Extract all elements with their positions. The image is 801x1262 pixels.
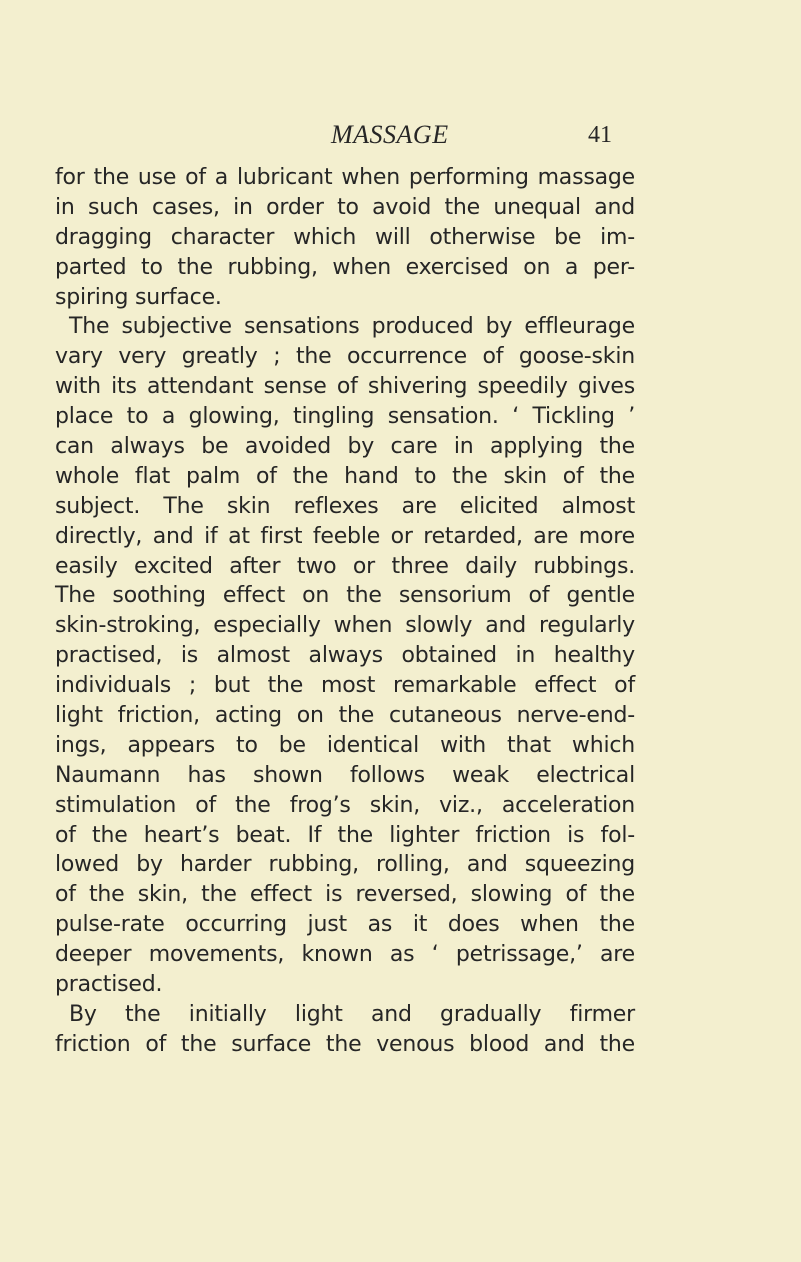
text-line: can always be avoided by care in applying the — [55, 434, 635, 460]
text-line: stimulation of the frog’s skin, viz., acceleration — [55, 792, 635, 818]
text-line: pulse-rate occurring just as it does when the — [55, 912, 635, 938]
text-line: vary very greatly ; the occurrence of goose-skin — [55, 344, 635, 370]
text-line: light friction, acting on the cutaneous nerve-end- — [55, 703, 635, 729]
text-line: whole flat palm of the hand to the skin of the — [55, 463, 635, 489]
text-line: individuals ; but the most remarkable effect of — [55, 673, 635, 699]
text-line: By the initially light and gradually firmer — [69, 1001, 635, 1027]
text-line: easily excited after two or three daily rubbings. — [55, 553, 635, 579]
page-number: 41 — [588, 122, 612, 148]
text-line: lowed by harder rubbing, rolling, and squeezing — [55, 852, 635, 878]
text-line: of the skin, the effect is reversed, slowing of the — [55, 882, 635, 908]
text-line: Naumann has shown follows weak electrical — [55, 762, 635, 788]
text-line: The soothing effect on the sensorium of gentle — [55, 583, 635, 609]
running-head — [0, 120, 801, 156]
text-line: of the heart’s beat. If the lighter friction is fol- — [55, 822, 635, 848]
text-line: friction of the surface the venous blood and the — [55, 1031, 635, 1057]
text-line: practised. — [55, 972, 163, 998]
text-line: The subjective sensations produced by effleurage — [69, 314, 635, 340]
text-line: deeper movements, known as ‘ petrissage,’ are — [55, 942, 635, 968]
text-line: parted to the rubbing, when exercised on a per- — [55, 254, 635, 280]
text-line: skin-stroking, especially when slowly and regularly — [55, 613, 635, 639]
text-line: dragging character which will otherwise be im- — [55, 224, 635, 250]
text-line: in such cases, in order to avoid the unequal and — [55, 194, 635, 220]
text-line: practised, is almost always obtained in healthy — [55, 643, 635, 669]
running-head-title: MASSAGE — [331, 120, 449, 149]
text-line: directly, and if at first feeble or retarded, are more — [55, 523, 635, 549]
text-line: with its attendant sense of shivering speedily gives — [55, 374, 635, 400]
text-line: spiring surface. — [55, 284, 222, 310]
text-line: place to a glowing, tingling sensation. ‘ Tickling ’ — [55, 404, 635, 430]
body-text — [55, 163, 635, 1060]
text-line: for the use of a lubricant when performing massage — [55, 165, 635, 190]
text-line: ings, appears to be identical with that which — [55, 732, 635, 758]
text-line: subject. The skin reflexes are elicited almost — [55, 493, 635, 519]
